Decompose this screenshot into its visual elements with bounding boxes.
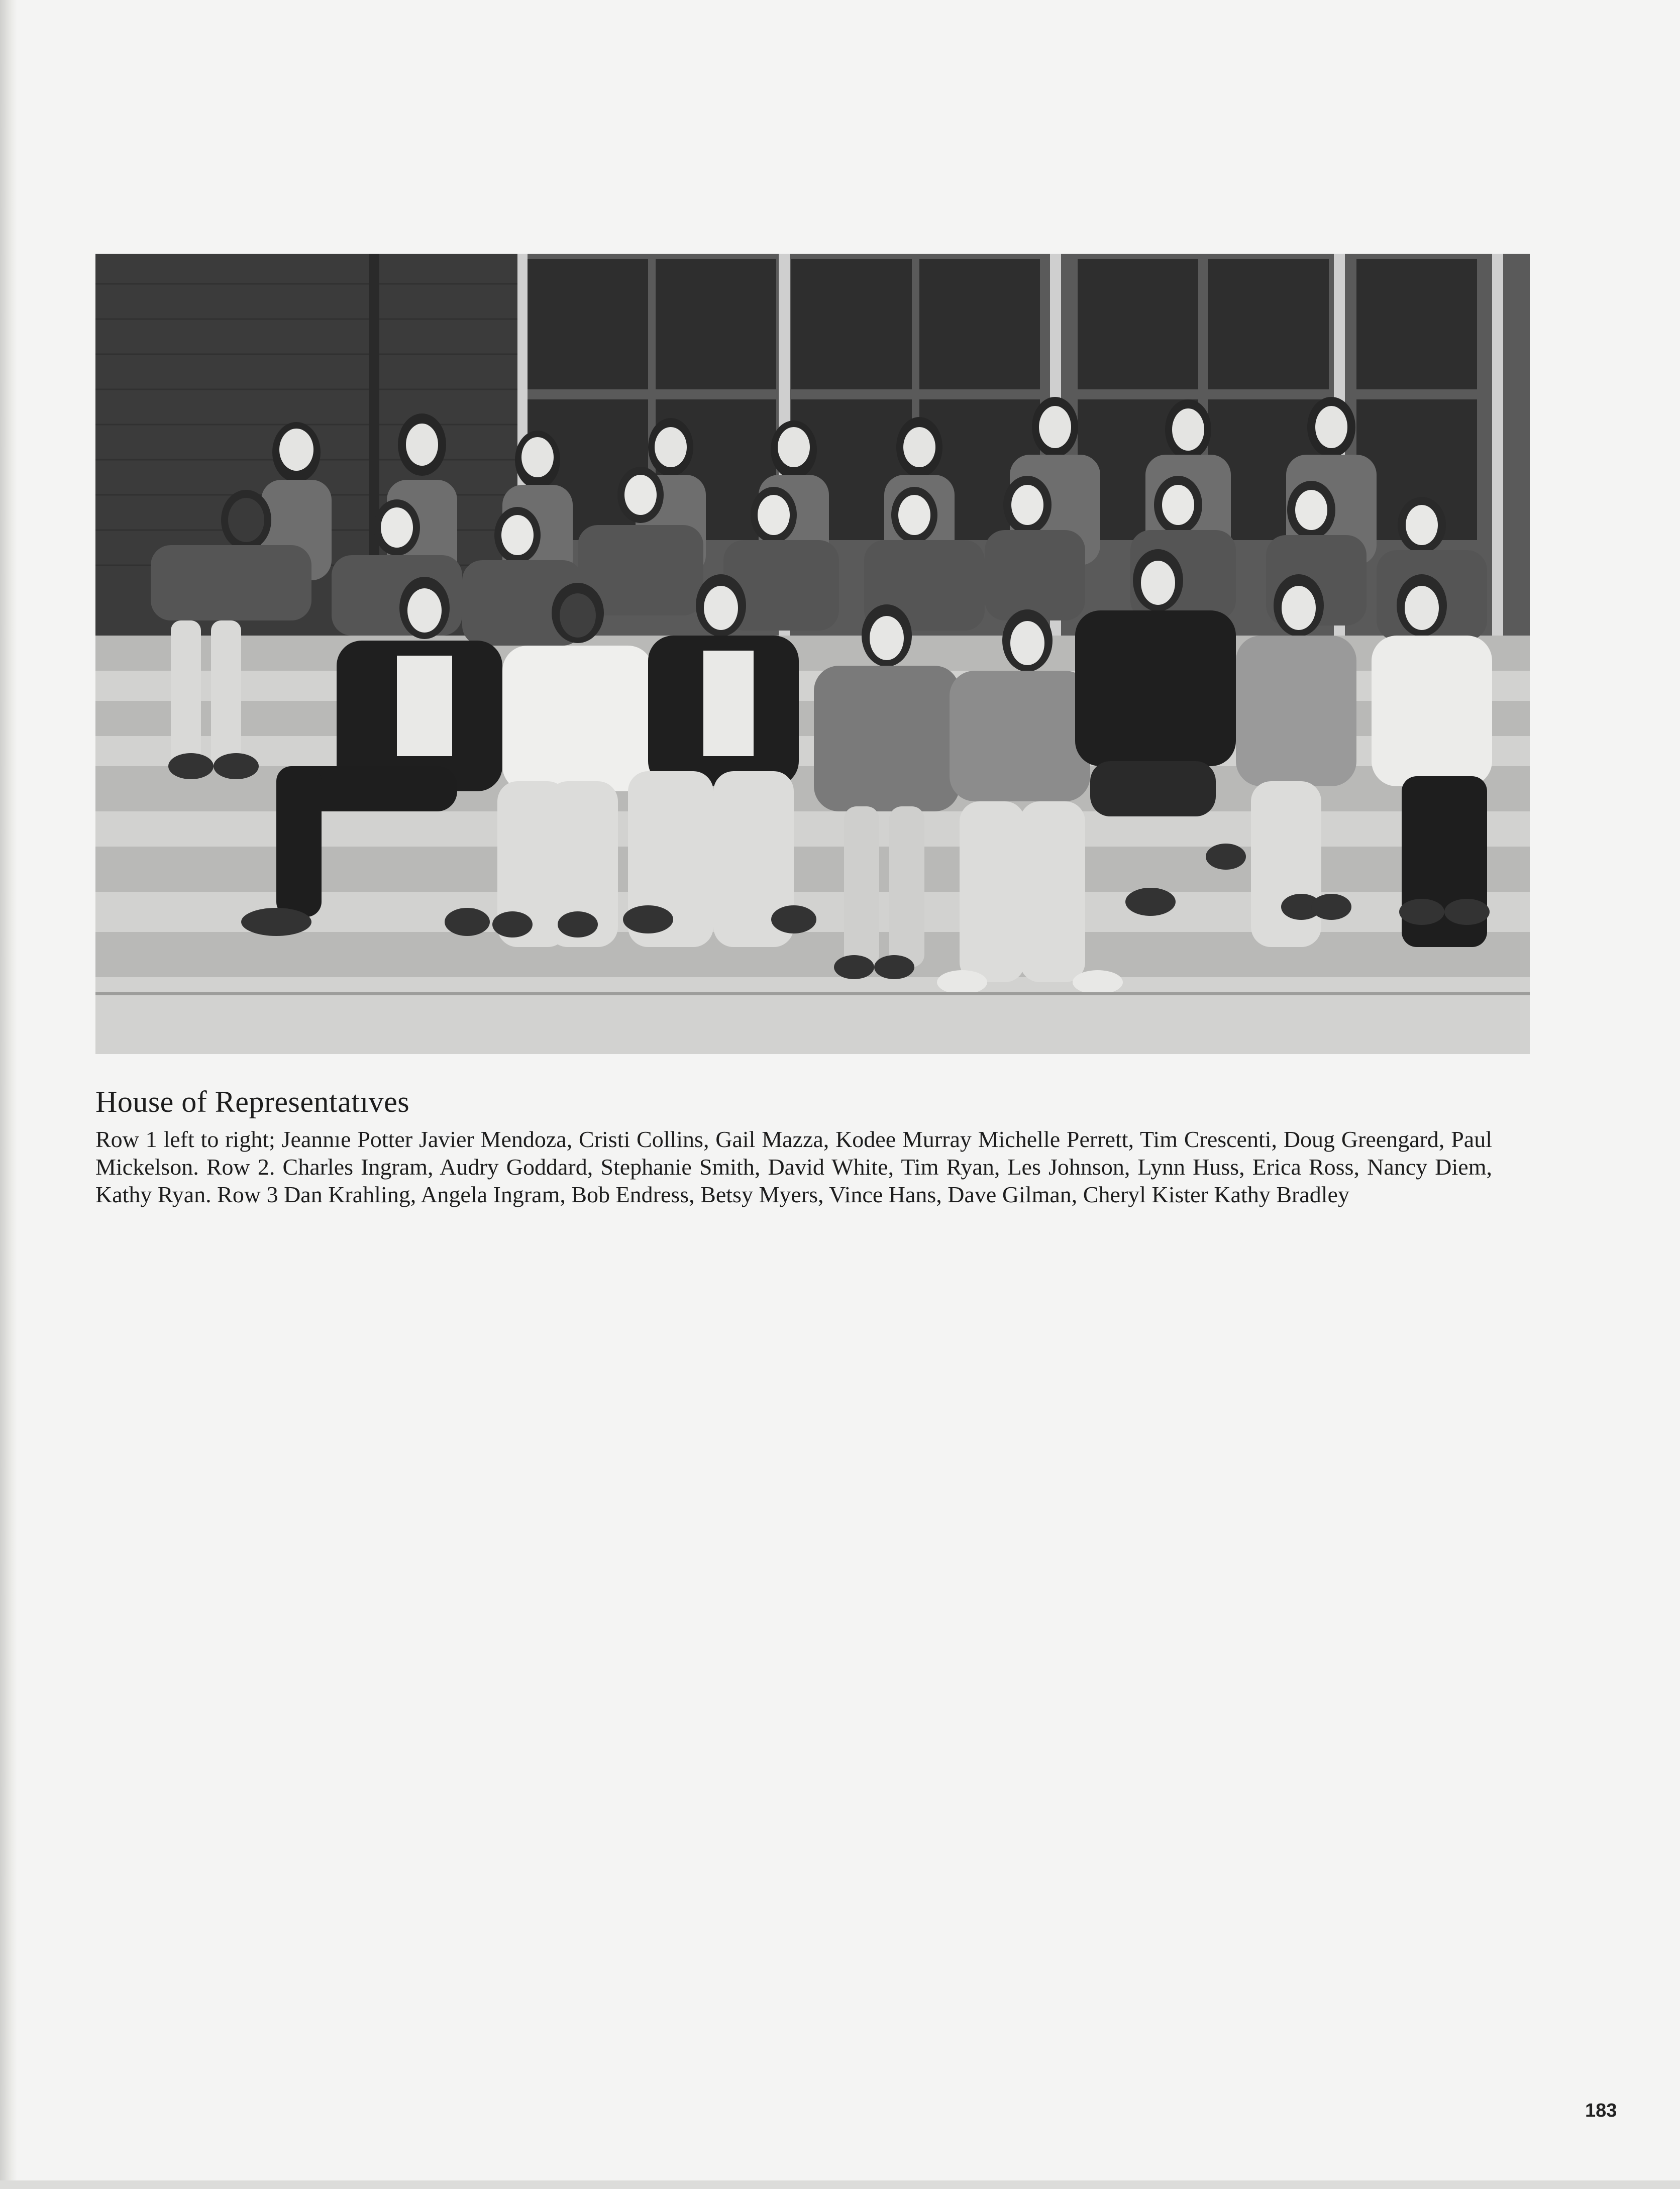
page-number: 183 bbox=[1585, 2100, 1617, 2121]
group-photo bbox=[95, 254, 1530, 1054]
page-bottom-edge bbox=[0, 2180, 1680, 2189]
caption-title: House of Representatıves bbox=[95, 1085, 410, 1118]
page-spine-shadow bbox=[0, 0, 17, 2189]
caption-names: Row 1 left to right; Jeannıe Potter Javier Mendoza, Cristi Collins, Gail Mazza, Kodee Murray Michelle Perrett, Tim Crescenti, Doug Greengard, Paul Mickelson. Row 2. Charles Ingram, Audry Goddard, Stephanie Smith, David White, Tim Ryan, Les Johnson, Lynn Huss, Erica Ross, Nancy Diem, Kathy Ryan. Row 3 Dan Krahling, Angela Ingram, Bob Endress, Betsy Myers, Vince Hans, Dave Gilman, Cheryl Kister Kathy Bradley bbox=[95, 1126, 1492, 1207]
